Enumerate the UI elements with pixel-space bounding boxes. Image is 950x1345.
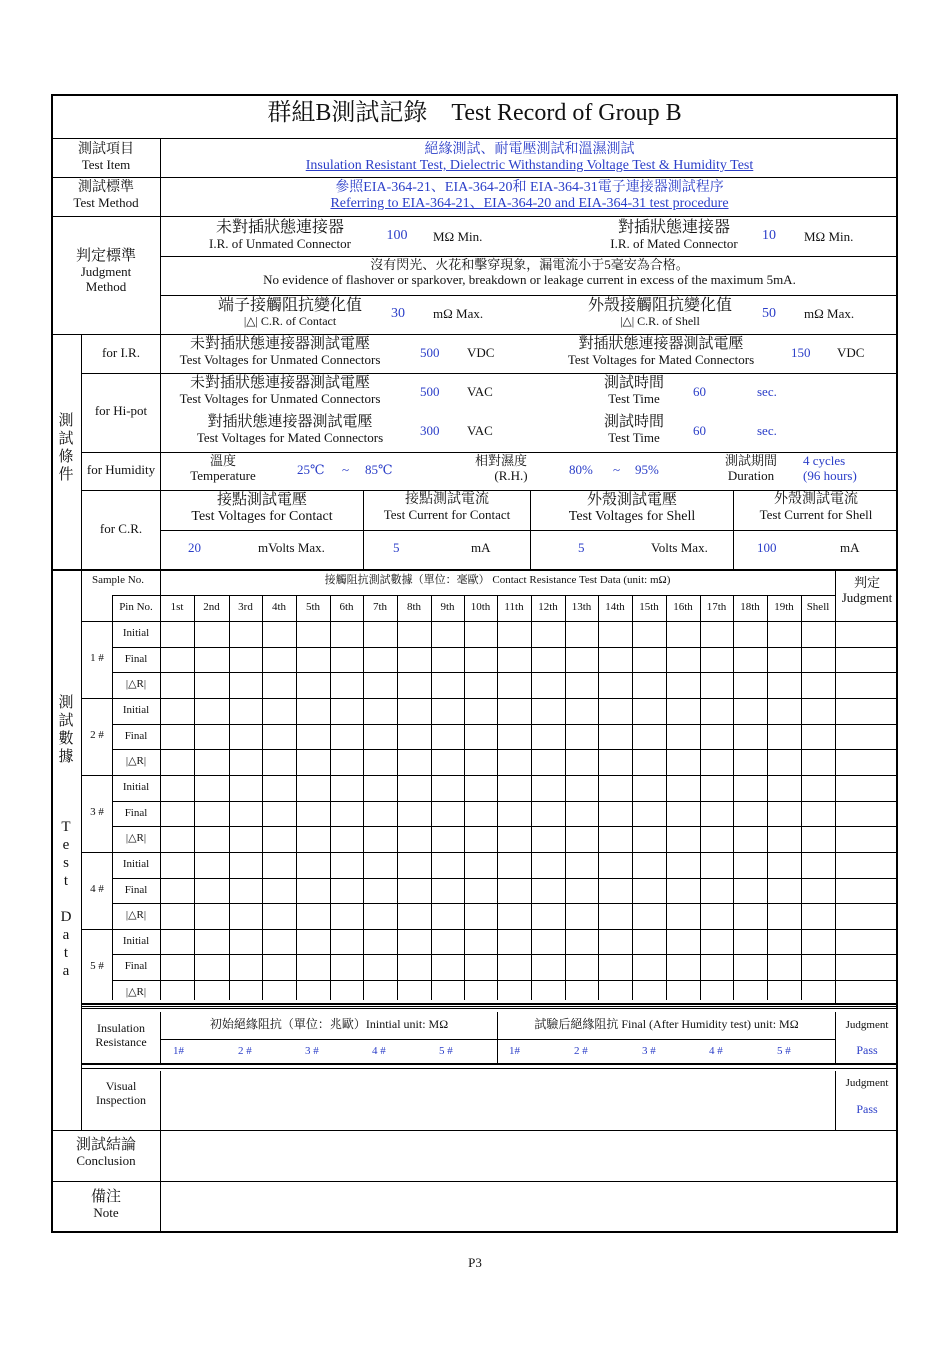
- pin-no-header: Pin No.: [119, 601, 153, 613]
- cr-shell-unit: mΩ Max.: [804, 306, 855, 321]
- cr-shell-criterion: 外殼接觸阻抗變化值 |△| C.R. of Shell: [587, 297, 732, 329]
- sample-label: 4 #: [90, 883, 104, 895]
- pin-header: 16th: [673, 601, 693, 613]
- ir-mated-voltage-label: 對插狀態連接器測試電壓 Test Voltages for Mated Connectors: [567, 336, 755, 368]
- pin-header: 5th: [305, 601, 321, 613]
- hipot-condition-label: for Hi-pot: [94, 403, 148, 418]
- cr-condition-label: for C.R.: [99, 521, 143, 536]
- pin-header: 19th: [774, 601, 794, 613]
- ir-judgment-result: Pass: [856, 1043, 878, 1057]
- hipot-time-1: 60: [693, 384, 706, 399]
- pin-header: 11th: [504, 601, 524, 613]
- hipot-time-label-1: 測試時間 Test Time: [603, 375, 664, 407]
- final-ir-header: 試驗后絕緣阻抗 Final (After Humidity test) unit: MΩ: [534, 1017, 799, 1031]
- judgment-method-label: 判定標準 Judgment Method: [75, 248, 136, 295]
- measurement-row-label: |△R|: [125, 832, 147, 844]
- cr-current-shell-label: 外殼測試電流 Test Current for Shell: [759, 492, 873, 523]
- ir-judgment-label: Judgment: [845, 1019, 889, 1031]
- duration-label: 測試期間 Duration: [724, 453, 777, 483]
- conditions-side-label: 測 試 條 件: [58, 413, 74, 483]
- pin-header: 4th: [271, 601, 287, 613]
- ir-mated-value: 10: [762, 228, 776, 243]
- cr-contact-criterion: 端子接觸阻抗變化值 |△| C.R. of Contact: [217, 297, 362, 329]
- measurement-row-label: Final: [124, 730, 148, 742]
- divider: [52, 138, 898, 139]
- measurement-row-label: Initial: [122, 627, 150, 639]
- pin-header: 3rd: [238, 601, 253, 613]
- note-label: 備注 Note: [90, 1189, 121, 1221]
- temperature-label: 溫度 Temperature: [190, 453, 256, 483]
- pin-header: 18th: [740, 601, 760, 613]
- page-number: P3: [468, 1255, 482, 1270]
- hipot-unmated-voltage: 500: [420, 384, 440, 399]
- pin-header: 13th: [571, 601, 592, 613]
- pin-header: 8th: [406, 601, 422, 613]
- insulation-resistance-label: Insulation Resistance: [95, 1021, 147, 1049]
- cr-current-shell: 100: [757, 540, 777, 555]
- visual-judgment-result: Pass: [856, 1102, 878, 1116]
- rh-high: 95%: [635, 462, 659, 477]
- ir-unmated-unit: MΩ Min.: [433, 229, 483, 244]
- cr-voltage-shell-label: 外殼測試電壓 Test Voltages for Shell: [568, 492, 696, 525]
- cr-voltage-shell: 5: [578, 540, 585, 555]
- cr-voltage-contact-label: 接點測試電壓 Test Voltages for Contact: [191, 492, 333, 525]
- measurement-row-label: Initial: [122, 858, 150, 870]
- visual-judgment-label: Judgment: [845, 1077, 889, 1089]
- sample-label: 3 #: [90, 806, 104, 818]
- hipot-mated-voltage: 300: [420, 423, 440, 438]
- measurement-row-label: Final: [124, 960, 148, 972]
- measurement-row-label: |△R|: [125, 755, 147, 767]
- cr-contact-value: 30: [391, 306, 405, 321]
- visual-inspection-label: Visual Inspection: [96, 1079, 146, 1107]
- sample-no-header: Sample No.: [92, 574, 144, 586]
- test-item-label: 測試項目 Test Item: [78, 142, 134, 173]
- measurement-row-label: Initial: [122, 781, 150, 793]
- measurement-row-label: Initial: [122, 935, 150, 947]
- hipot-mated-label: 對插狀態連接器測試電壓 Test Voltages for Mated Connectors: [196, 414, 384, 446]
- measurement-row-label: Final: [124, 653, 148, 665]
- pin-header: 10th: [470, 601, 491, 613]
- pin-header: 2nd: [203, 601, 220, 613]
- ir-mated-criterion: 對插狀態連接器 I.R. of Mated Connector: [610, 219, 738, 252]
- duration-value: 4 cycles (96 hours): [803, 453, 857, 483]
- measurement-row-label: |△R|: [125, 678, 147, 690]
- pin-header: Shell: [806, 601, 830, 613]
- judgment-header: 判定 Judgment: [841, 575, 893, 605]
- pin-header: 9th: [440, 601, 455, 613]
- cr-voltage-contact: 20: [188, 540, 201, 555]
- cr-contact-unit: mΩ Max.: [433, 306, 484, 321]
- ir-unmated-voltage: 500: [420, 345, 440, 360]
- hipot-criterion: 沒有閃光、火花和擊穿現象，漏電流小于5毫安為合格。 No evidence of flashover or sparkover, breakdown or leakage current in excess of the maximum 5mA.: [263, 257, 796, 287]
- test-data-side-label-en: T e s t D a t a: [60, 819, 72, 979]
- ir-unmated-criterion: 未對插狀態連接器 I.R. of Unmated Connector: [209, 219, 351, 252]
- cr-shell-value: 50: [762, 306, 776, 321]
- ir-unmated-voltage-label: 未對插狀態連接器測試電壓 Test Voltages for Unmated Connectors: [179, 336, 381, 368]
- pin-header: 7th: [372, 601, 388, 613]
- ir-unmated-value: 100: [386, 228, 408, 243]
- pin-header: 15th: [639, 601, 659, 613]
- rh-label: 相對濕度 (R.H.): [474, 453, 528, 483]
- measurement-row-label: Initial: [122, 704, 150, 716]
- page-title: 群組B測試記錄 Test Record of Group B: [267, 100, 682, 126]
- measurement-row-label: Final: [124, 884, 148, 896]
- test-item-value: 絕緣測試、耐電壓測試和溫濕測試 Insulation Resistant Test, Dielectric Withstanding Voltage Test & Humidity Test: [305, 142, 754, 174]
- pin-header: 1st: [170, 601, 184, 613]
- hipot-unmated-label: 未對插狀態連接器測試電壓 Test Voltages for Unmated Connectors: [179, 375, 381, 407]
- ir-mated-voltage: 150: [791, 345, 811, 360]
- sample-label: 5 #: [90, 960, 104, 972]
- pin-header: 14th: [605, 601, 625, 613]
- initial-ir-header: 初始絕緣阻抗（單位：兆歐）Inintial unit: MΩ: [209, 1017, 449, 1031]
- pin-header: 12th: [538, 601, 558, 613]
- temperature-high: 85℃: [365, 462, 393, 477]
- ir-condition-label: for I.R.: [102, 345, 140, 360]
- sample-label: 1 #: [90, 652, 104, 664]
- temperature-low: 25℃: [297, 462, 325, 477]
- conclusion-label: 測試結論 Conclusion: [75, 1137, 136, 1169]
- sample-label: 2 #: [90, 729, 104, 741]
- cr-current-contact: 5: [393, 540, 400, 555]
- ir-mated-unit: MΩ Min.: [804, 229, 854, 244]
- pin-header: 6th: [339, 601, 354, 613]
- measurement-row-label: Final: [124, 807, 148, 819]
- hipot-time-label-2: 測試時間 Test Time: [603, 414, 664, 446]
- rh-low: 80%: [569, 462, 593, 477]
- measurement-row-label: |△R|: [125, 986, 147, 998]
- humidity-condition-label: for Humidity: [86, 462, 156, 477]
- test-data-side-label-zh: 測 試 數 據: [58, 695, 74, 765]
- hipot-time-2: 60: [693, 423, 706, 438]
- test-method-value: 參照EIA-364-21、EIA-364-20和 EIA-364-31電子連接器測試程序 Referring to EIA-364-21、EIA-364-20 and EIA-364-31 test procedure: [330, 180, 729, 212]
- contact-resistance-header: 接觸阻抗測試數據（單位：毫歐） Contact Resistance Test Data (unit: mΩ): [324, 574, 671, 586]
- pin-header: 17th: [706, 601, 727, 613]
- cr-current-contact-label: 接點測試電流 Test Current for Contact: [383, 492, 511, 523]
- measurement-row-label: |△R|: [125, 909, 147, 921]
- test-method-label: 測試標準 Test Method: [73, 180, 139, 211]
